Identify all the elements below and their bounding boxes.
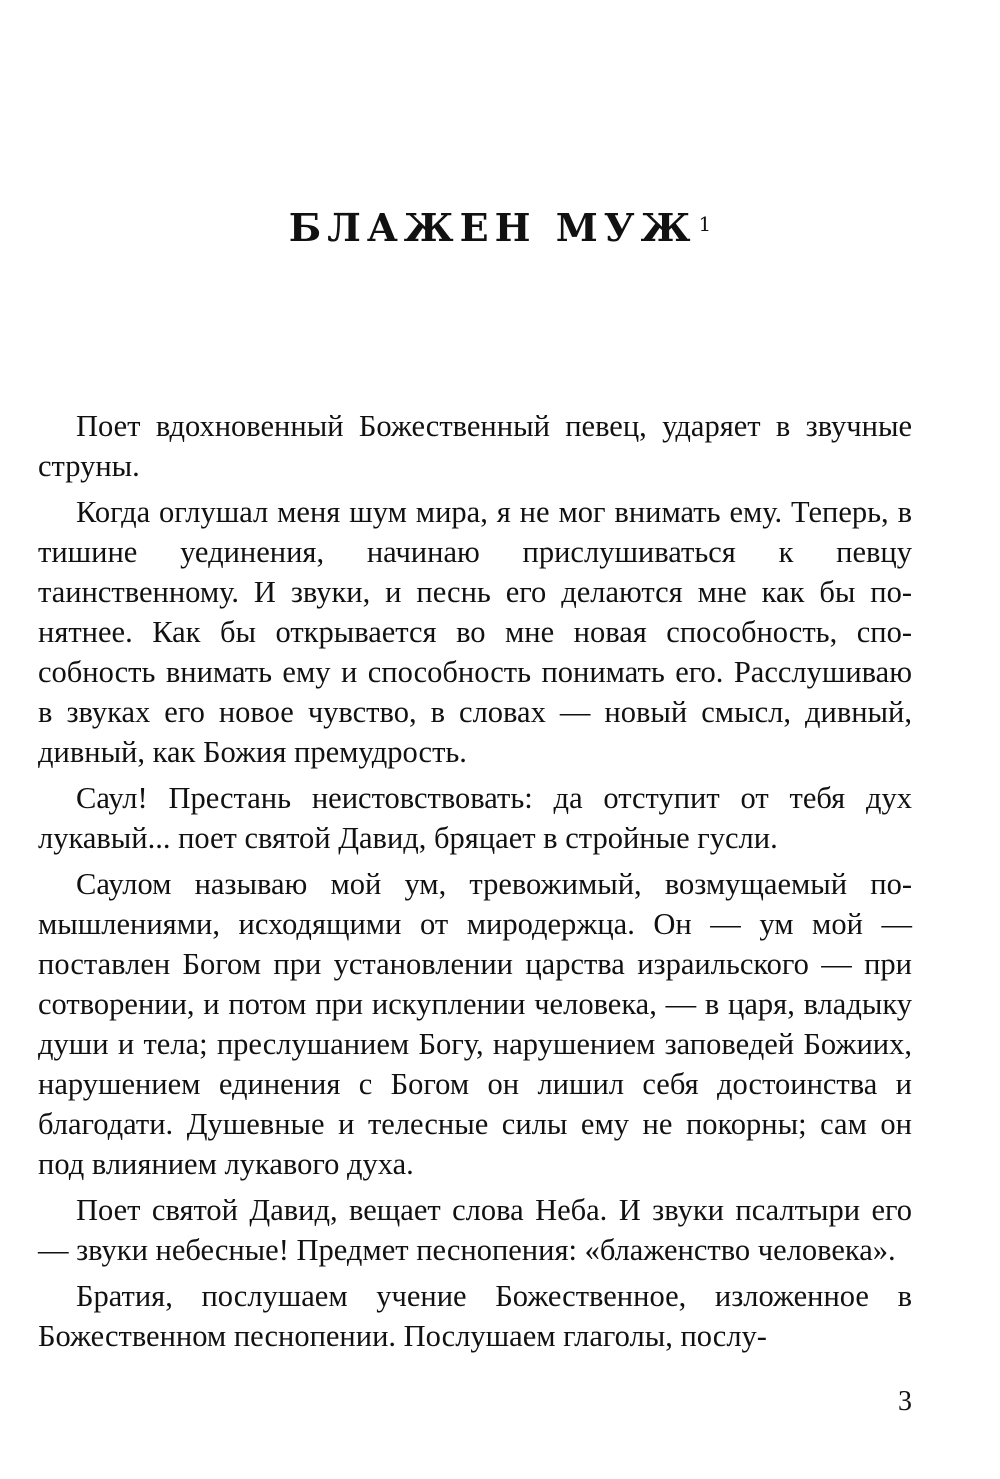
paragraph: Братия, послушаем учение Божественное, изложенное в Божественном песнопении. Послушаем глаголы, послу- — [38, 1279, 912, 1353]
chapter-title — [0, 200, 1000, 256]
page-number: 3 — [898, 1386, 912, 1417]
paragraph: Поет святой Давид, вещает слова Неба. И звуки псалтыри его — звуки небесные! Предмет песнопения: «блаженство человека». — [38, 1193, 912, 1267]
paragraph: Саулом называю мой ум, тревожимый, возмущаемый помышлениями, исходящими от миродержца. Он — ум мой — поставлен Богом при установлении царства израильского — при сотворении, и потом при искуплении человека, — в царя, владыку души и тела; преслушанием Богу, нарушением заповедей Божиих, нарушением единения с Богом он лишил себя достоинства и благодати. Душевные и телесные силы ему не покорны; сам он под влиянием лукавого духа. — [38, 867, 912, 1181]
paragraph: Когда оглушал меня шум мира, я не мог внимать ему. Теперь, в тишине уединения, начинаю прислушиваться к певцу таинственному. И звуки, и песнь его делаются мне как бы понятнее. Как бы открывается во мне новая способность, способность внимать ему и способность понимать его. Расслушиваю в звуках его новое чувство, в словах — новый смысл, дивный, дивный, как Божия премудрость. — [38, 495, 912, 769]
footnote-mark: 1 — [698, 212, 712, 236]
paragraph: Саул! Престань неистовствовать: да отступит от тебя дух лукавый... поет святой Давид, бряцает в стройные гусли. — [38, 781, 912, 855]
paragraph: Поет вдохновенный Божественный певец, ударяет в звучные струны. — [38, 409, 912, 483]
chapter-title-text: БЛАЖЕН МУЖ — [288, 205, 697, 250]
body-text — [38, 406, 912, 1362]
